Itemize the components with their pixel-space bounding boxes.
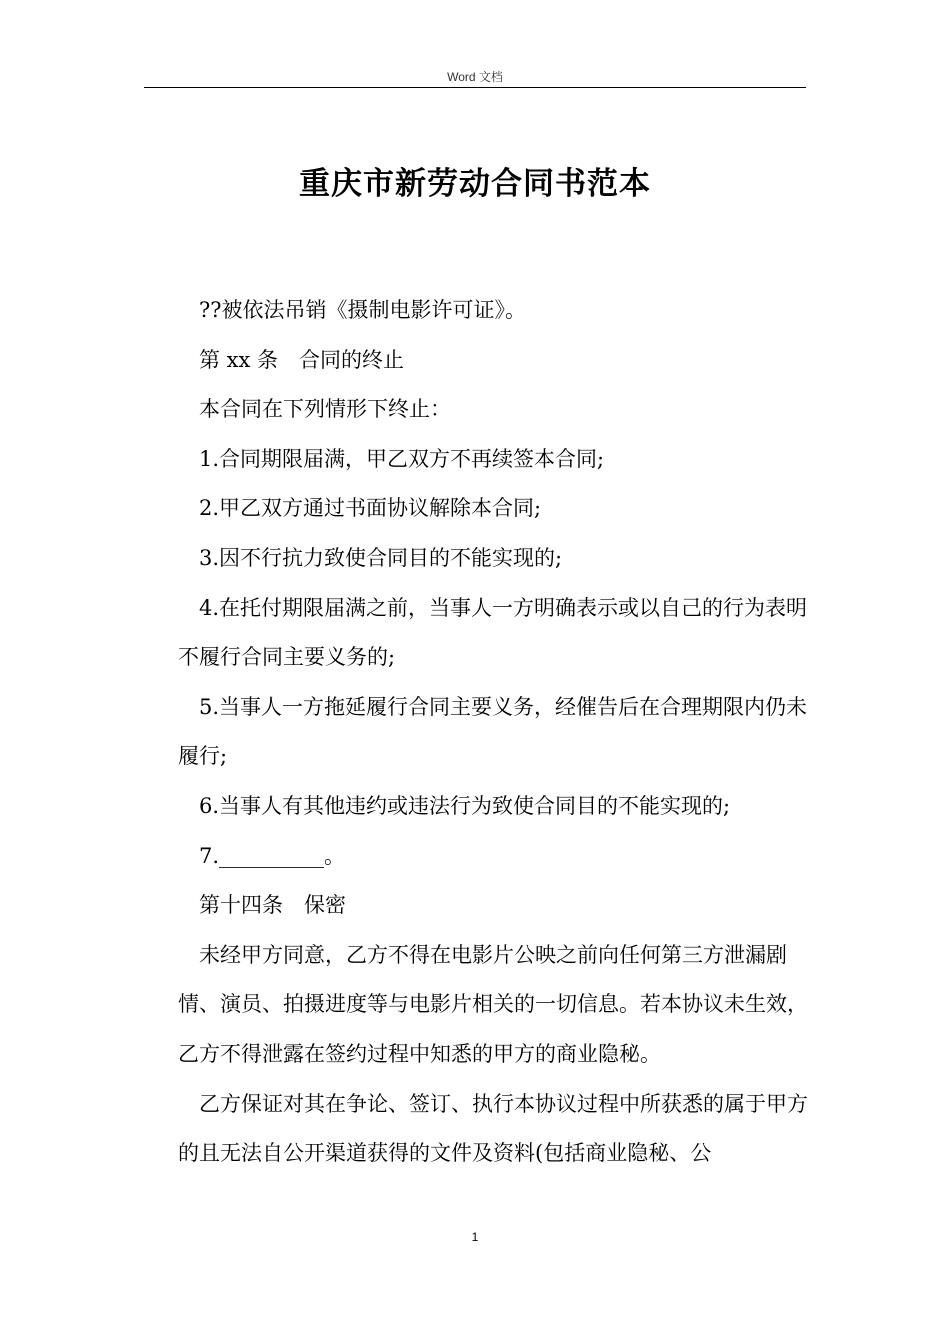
- paragraph: 2.甲乙双方通过书面协议解除本合同;: [199, 496, 542, 521]
- paragraph: 1.合同期限届满，甲乙双方不再续签本合同;: [199, 446, 605, 471]
- page-header: Word 文档: [447, 70, 503, 84]
- document-title: 重庆市新劳动合同书范本: [299, 166, 651, 202]
- paragraph: 7.__________。: [199, 843, 346, 868]
- paragraph: 第十四条 保密: [199, 893, 346, 918]
- paragraph: 4.在托付期限届满之前，当事人一方明确表示或以自己的行为表明不履行合同主要义务的;: [178, 595, 808, 670]
- document-body: [178, 286, 810, 1179]
- paragraph: 本合同在下列情形下终止：: [199, 397, 451, 422]
- paragraph: 乙方保证对其在争论、签订、执行本协议过程中所获悉的属于甲方的且无法自公开渠道获得的文件及资料(包括商业隐秘、公: [178, 1091, 808, 1166]
- header-divider: [144, 87, 806, 88]
- paragraph: 未经甲方同意，乙方不得在电影片公映之前向任何第三方泄漏剧情、演员、拍摄进度等与电影片相关的一切信息。若本协议未生效，乙方不得泄露在签约过程中知悉的甲方的商业隐秘。: [178, 942, 808, 1066]
- paragraph: 6.当事人有其他违约或违法行为致使合同目的不能实现的;: [199, 793, 731, 818]
- paragraph: 3.因不行抗力致使合同目的不能实现的;: [199, 545, 563, 570]
- page-number: 1: [471, 1230, 479, 1244]
- paragraph: ??被依法吊销《摄制电影许可证》。: [199, 298, 527, 322]
- paragraph: 5.当事人一方拖延履行合同主要义务，经催告后在合理期限内仍未履行;: [178, 694, 808, 769]
- paragraph: 第 xx 条 合同的终止: [199, 347, 405, 372]
